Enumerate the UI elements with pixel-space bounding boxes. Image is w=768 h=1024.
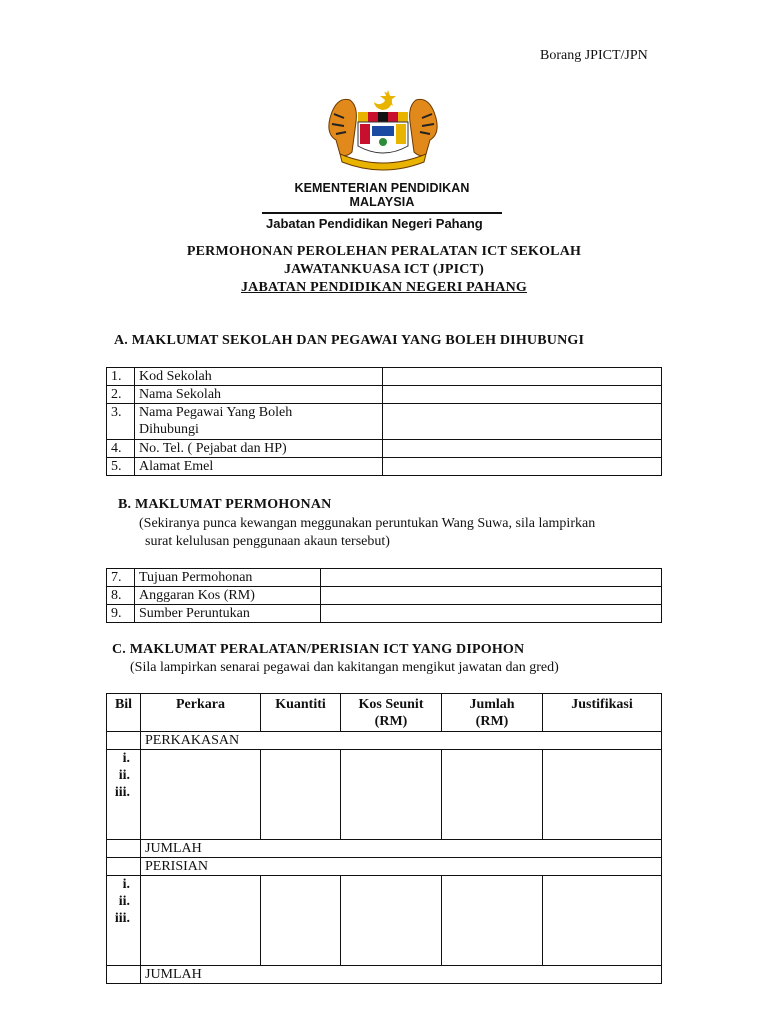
section-a-table <box>106 367 662 476</box>
item-number: ii. <box>118 768 130 783</box>
col-jumlah-line2: (RM) <box>475 714 509 729</box>
table-row <box>107 404 662 440</box>
col-bil: Bil <box>107 694 141 732</box>
item-number: iii. <box>114 785 130 800</box>
no-tel-field[interactable] <box>383 440 662 458</box>
col-kos-seunit <box>341 694 442 732</box>
table-row <box>107 876 662 966</box>
table-row <box>107 569 662 587</box>
row-label: Nama Pegawai Yang Boleh Dihubungi <box>135 404 383 440</box>
table-row <box>107 587 662 605</box>
col-kuantiti: Kuantiti <box>261 694 341 732</box>
kod-sekolah-field[interactable] <box>383 368 662 386</box>
tujuan-permohonan-field[interactable] <box>321 569 662 587</box>
jumlah-cell[interactable] <box>442 876 543 966</box>
section-a-heading: A. MAKLUMAT SEKOLAH DAN PEGAWAI YANG BOLEH DIHUBUNGI <box>114 333 585 348</box>
table-row <box>107 750 662 840</box>
table-row <box>107 368 662 386</box>
section-c-note: (Sila lampirkan senarai pegawai dan kakitangan mengikut jawatan dan gred) <box>130 660 559 675</box>
col-perkara: Perkara <box>141 694 261 732</box>
kos-seunit-cell[interactable] <box>341 750 442 840</box>
form-title-line2: JAWATANKUASA ICT (JPICT) <box>283 262 485 277</box>
col-jumlah-line1: Jumlah <box>469 697 515 712</box>
row-number: 7. <box>107 569 135 587</box>
table-row <box>107 440 662 458</box>
total-label: JUMLAH <box>141 966 662 984</box>
ministry-name: KEMENTERIAN PENDIDIKAN MALAYSIA <box>262 181 502 214</box>
total-label: JUMLAH <box>141 840 662 858</box>
col-kos-seunit-line2: (RM) <box>374 714 408 729</box>
row-number: 8. <box>107 587 135 605</box>
item-numbers <box>107 750 141 840</box>
table-header-row <box>107 694 662 732</box>
item-number: i. <box>122 751 130 766</box>
row-number: 4. <box>107 440 135 458</box>
sumber-peruntukan-field[interactable] <box>321 605 662 623</box>
item-numbers <box>107 876 141 966</box>
row-label: Alamat Emel <box>135 458 383 476</box>
row-label: Tujuan Permohonan <box>135 569 321 587</box>
total-row <box>107 966 662 984</box>
item-number: i. <box>122 877 130 892</box>
equipment-table <box>106 693 662 984</box>
form-title-line1: PERMOHONAN PEROLEHAN PERALATAN ICT SEKOLAH <box>186 244 582 259</box>
justifikasi-cell[interactable] <box>543 750 662 840</box>
form-reference: Borang JPICT/JPN <box>540 48 648 63</box>
form-title-line3: JABATAN PENDIDIKAN NEGERI PAHANG <box>240 280 528 295</box>
group-title-perkakasan: PERKAKASAN <box>141 732 662 750</box>
kuantiti-cell[interactable] <box>261 876 341 966</box>
nama-sekolah-field[interactable] <box>383 386 662 404</box>
col-jumlah <box>442 694 543 732</box>
table-row <box>107 386 662 404</box>
row-label: No. Tel. ( Pejabat dan HP) <box>135 440 383 458</box>
row-label: Nama Sekolah <box>135 386 383 404</box>
row-number: 9. <box>107 605 135 623</box>
kos-seunit-cell[interactable] <box>341 876 442 966</box>
nama-pegawai-field[interactable] <box>383 404 662 440</box>
section-b-heading: B. MAKLUMAT PERMOHONAN <box>118 497 332 512</box>
section-b-note-line2: surat kelulusan penggunaan akaun tersebut) <box>145 534 390 549</box>
col-kos-seunit-line1: Kos Seunit <box>358 697 424 712</box>
anggaran-kos-field[interactable] <box>321 587 662 605</box>
perkara-cell[interactable] <box>141 750 261 840</box>
item-number: ii. <box>118 894 130 909</box>
group-title-perisian: PERISIAN <box>141 858 662 876</box>
row-number: 5. <box>107 458 135 476</box>
section-c-heading: C. MAKLUMAT PERALATAN/PERISIAN ICT YANG DIPOHON <box>112 642 525 657</box>
row-number: 2. <box>107 386 135 404</box>
row-label: Anggaran Kos (RM) <box>135 587 321 605</box>
coat-of-arms-logo <box>322 88 444 174</box>
perkara-cell[interactable] <box>141 876 261 966</box>
section-b-table <box>106 568 662 623</box>
alamat-emel-field[interactable] <box>383 458 662 476</box>
department-name: Jabatan Pendidikan Negeri Pahang <box>266 216 483 231</box>
group-title-row <box>107 858 662 876</box>
ministry-header <box>262 181 502 231</box>
row-label: Sumber Peruntukan <box>135 605 321 623</box>
section-b-note-line1: (Sekiranya punca kewangan meggunakan peruntukan Wang Suwa, sila lampirkan <box>139 516 596 531</box>
table-row <box>107 605 662 623</box>
jumlah-cell[interactable] <box>442 750 543 840</box>
group-title-row <box>107 732 662 750</box>
total-row <box>107 840 662 858</box>
row-number: 1. <box>107 368 135 386</box>
kuantiti-cell[interactable] <box>261 750 341 840</box>
item-number: iii. <box>114 911 130 926</box>
justifikasi-cell[interactable] <box>543 876 662 966</box>
table-row <box>107 458 662 476</box>
row-label: Kod Sekolah <box>135 368 383 386</box>
row-number: 3. <box>107 404 135 440</box>
col-justifikasi: Justifikasi <box>543 694 662 732</box>
